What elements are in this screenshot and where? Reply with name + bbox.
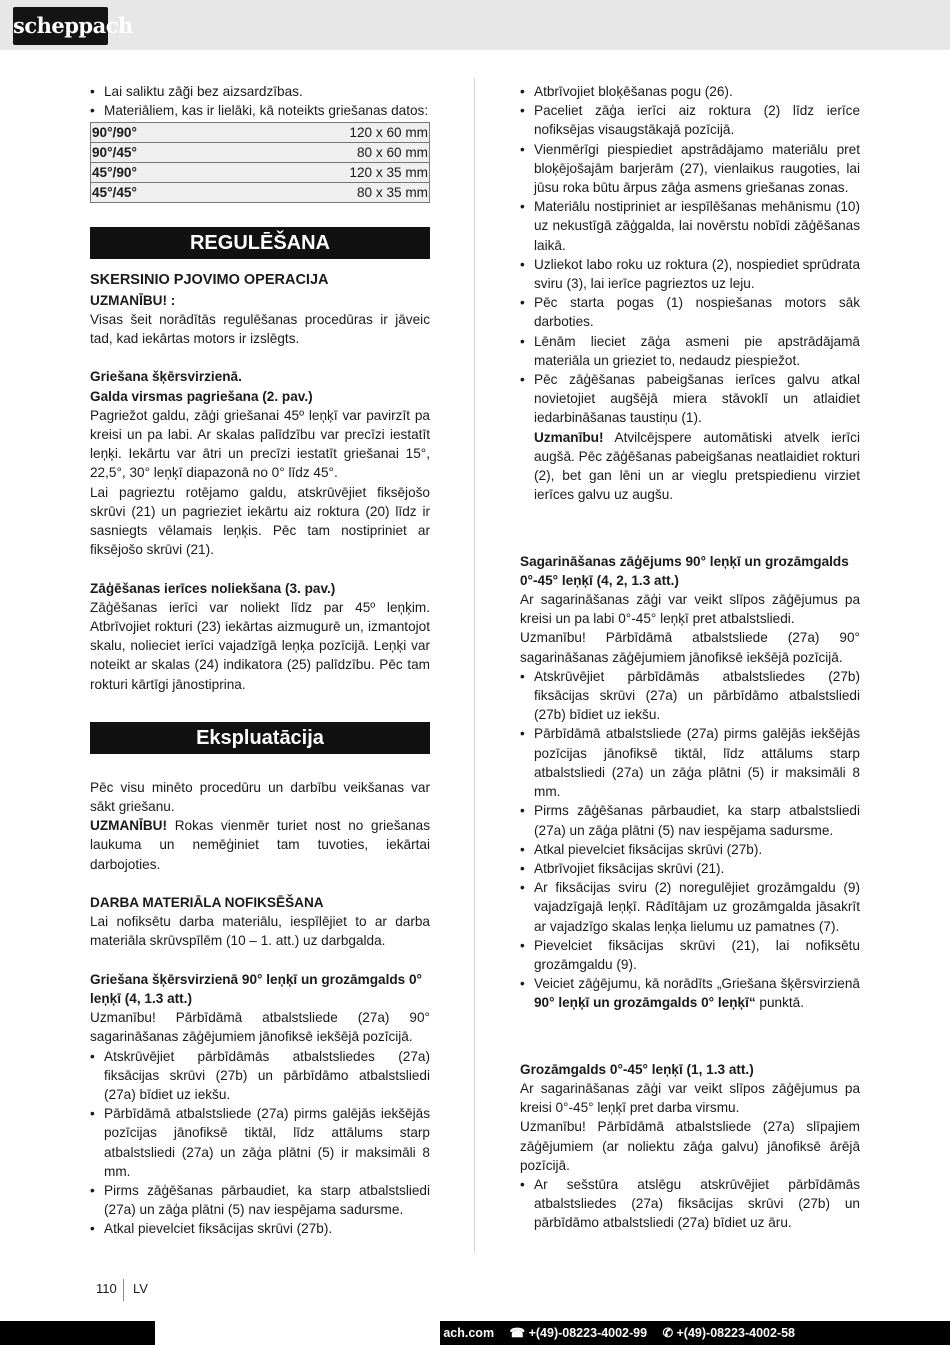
list-item: • Lēnām lieciet zāģa asmeni pie apstrādājamā materiāla un grieziet to, nedaudz piespiežot.: [520, 332, 860, 370]
list-item: • Pārbīdāmā atbalstsliede (27a) pirms galējās iekšējās pozīcijas jānofiksē tiktāl, līdz attālums starp atbalstsliedi (27a) un zāģa plātni (5) ir maksimāli 8 mm.: [520, 724, 860, 801]
list-item: • Ar sešstūra atslēgu atskrūvējiet pārbīdāmās atbalstsliedes (27a) fiksācijas skrūvi (27b) un pārbīdāmo atbalstsliedi (27a) bīdiet uz āru.: [520, 1175, 860, 1233]
table-row: [91, 183, 430, 203]
heading-griesana-90: Griešana šķērsvirzienā 90° leņķī un grozāmgalds 0° leņķī (4, 1.3 att.): [90, 971, 422, 1007]
list-item: • Paceliet zāģa ierīci aiz roktura (2) līdz ierīce nofiksējas visaugstākajā pozīcijā.: [520, 101, 860, 139]
list-item: • Atskrūvējiet pārbīdāmās atbalstsliedes (27a) fiksācijas skrūvi (27b) un pārbīdāmo atbalstsliedi (27a) bīdiet uz iekšu.: [90, 1047, 430, 1105]
size-cell: 120 x 35 mm: [216, 163, 430, 183]
g90-list: [90, 1047, 430, 1239]
list-item: • Atkal pievelciet fiksācijas skrūvi (27b).: [520, 840, 860, 859]
paragraph: Uzmanību! Pārbīdāmā atbalstsliede (27a) 90° sagarināšanas zāģējumiem jānofiksē iekšējā pozīcijā.: [520, 630, 860, 665]
left-column: [90, 82, 430, 1239]
list-item: • Vienmērīgi piespiediet apstrādājamo materiālu pret bloķējošajām barjerām (27), vienlaikus raugoties, lai jūsu roka būtu ārpus zāģa asmens griešanas zonas.: [520, 140, 860, 198]
list-item: • Lai saliktu zāği bez aizsardzības.: [90, 82, 430, 101]
list-item: • Atbrīvojiet fiksācijas skrūvi (21).: [520, 859, 860, 878]
list-item-text: punktā.: [755, 995, 805, 1011]
list-item: • Pārbīdāmā atbalstsliede (27a) pirms galējās iekšējās pozīcijas jānofiksē tiktāl, līdz attālums starp atbalstsliedi (27a) un zāģa plātni (5) ir maksimāli 8 mm.: [90, 1104, 430, 1181]
warning-label: Uzmanību!: [534, 429, 604, 445]
paragraph: Lai nofiksētu darba materiālu, iespīlējiet to ar darba materiāla skrūvspīlēm (10 – 1. att.) uz darbgalda.: [90, 914, 430, 949]
section-title-regulesana: REGULĒŠANA: [90, 227, 430, 259]
angle-cell: 90°/90°: [91, 123, 216, 143]
list-item: • Pirms zāģēšanas pārbaudiet, ka starp atbalstsliedi (27a) un zāģa plātni (5) nav iespējama sadursme.: [90, 1181, 430, 1219]
warning-label: UZMANĪBU!: [90, 818, 168, 834]
page-number: 110: [96, 1281, 117, 1296]
heading-noliek: Zāģēšanas ierīces noliekšana (3. pav.): [90, 580, 336, 596]
table-row: [91, 143, 430, 163]
website-text: ach.com: [443, 1326, 495, 1340]
list-item: • Atbrīvojiet bloķēšanas pogu (26).: [520, 82, 860, 101]
size-cell: 80 x 35 mm: [216, 183, 430, 203]
paragraph: Uzmanību! Pārbīdāmā atbalstsliede (27a) 90° sagarināšanas zāģējumiem jānofiksē iekšējā pozīcijā.: [90, 1010, 430, 1045]
list-item: • Pirms zāģēšanas pārbaudiet, ka starp atbalstsliedi (27a) un zāģa plātni (5) nav iespējama sadursme.: [520, 801, 860, 839]
list-item: • Uzliekot labo roku uz roktura (2), nospiediet sprūdrata sviru (3), lai ierīce pagrieztos uz leju.: [520, 255, 860, 293]
right-column: [520, 82, 860, 1233]
paragraph: Pagriežot galdu, zāģi griešanai 45º leņķī var pavirzīt pa kreisi un pa labi. Ar skalas palīdzību var precīzi iestatīt leņķi. Iekārtu var ātri un precīzi iestatīt griešanai 15°, 22,5°, 30° leņķī diapazonā no 0° līdz 45°.: [90, 407, 430, 481]
table-row: [91, 163, 430, 183]
paragraph: Zāģēšanas ierīci var noliekt līdz par 45º leņķim. Atbrīvojiet rokturi (23) iekārtas aizmugurē un, izmantojot skalu, nolieciet ierīci vajadzīgā leņķa pozīcijā. Leņķi var noteikt ar skalas (24) indikatora (25) palīdzību. Pēc tam rokturi kārtīgi jānostiprina.: [90, 599, 430, 692]
operation-list: [520, 82, 860, 428]
paragraph: Uzmanību! Pārbīdāmā atbalstsliede (27a) slīpajiem zāģējumiem (ar noliektu zāģa galvu) jānofiksē ārējā pozīcijā.: [520, 1119, 860, 1173]
table-row: [91, 123, 430, 143]
list-item: • Pēc starta pogas (1) nospiešanas motors sāk darboties.: [520, 293, 860, 331]
scheppach-logo: scheppach: [13, 7, 108, 45]
paragraph: Pēc visu minēto procedūru un darbību veikšanas var sākt griešanu.: [90, 779, 430, 815]
warning-paragraph: [90, 816, 430, 874]
warning-paragraph: [520, 428, 860, 505]
warning-label: UZMANĪBU! :: [90, 292, 176, 308]
size-cell: 120 x 60 mm: [216, 123, 430, 143]
heading-skersinio: SKERSINIO PJOVIMO OPERACIJA: [90, 272, 329, 289]
warning-text: Visas šeit norādītās regulēšanas procedūras ir jāveic tad, kad iekārtas motors ir izslēgts.: [90, 311, 430, 347]
grozamgalds-list: [520, 1175, 860, 1233]
warning-text: Rokas vienmēr turiet nost no griešanas laukuma un nemēģiniet tam tuvoties, iekārtai darbojoties.: [90, 818, 430, 872]
list-item: • Atkal pievelciet fiksācijas skrūvi (27b).: [90, 1219, 430, 1238]
paragraph: Ar sagarināšanas zāģi var veikt slīpos zāģējumus pa kreisi un pa labi 0°-45° leņķī pret atbalstsliedi.: [520, 592, 860, 627]
phone-number: ☎ +(49)-08223-4002-99: [509, 1326, 648, 1340]
fax-number: ✆ +(49)-08223-4002-58: [662, 1326, 795, 1340]
heading-galda: Galda virsmas pagriešana (2. pav.): [90, 388, 313, 404]
list-item: • Atskrūvējiet pārbīdāmās atbalstsliedes (27b) fiksācijas skrūvi (27a) un pārbīdāmo atbalstsliedi (27b) bīdiet uz iekšu.: [520, 667, 860, 725]
angle-cell: 90°/45°: [91, 143, 216, 163]
language-code: LV: [133, 1281, 148, 1296]
paragraph: Lai pagrieztu rotējamo galdu, atskrūvējiet fiksējošo skrūvi (21) un pagrieziet iekārtu aiz roktura (20) līdz ir sasniegts vēlamais leņķis. Pēc tam nostipriniet ar fiksējošo skrūvi (21).: [90, 484, 430, 558]
list-item: [520, 974, 860, 1012]
header-bar: [0, 0, 950, 50]
footer-separator: [123, 1279, 124, 1301]
sagarinasana-list: [520, 667, 860, 1013]
column-divider: [474, 78, 475, 1253]
intro-list: [90, 82, 430, 120]
size-cell: 80 x 60 mm: [216, 143, 430, 163]
heading-griesana: Griešana šķērsvirzienā.: [90, 369, 242, 385]
paragraph: Ar sagarināšanas zāģi var veikt slīpos zāģējumus pa kreisi 0°-45° leņķī pret darba virsmu.: [520, 1080, 860, 1116]
list-item: • Pēc zāģēšanas pabeigšanas ierīces galvu atkal novietojiet augšējā miera stāvoklī un atlaidiet iedarbināšanas taustiņu (1).: [520, 370, 860, 428]
angle-cell: 45°/45°: [91, 183, 216, 203]
contact-bar-gap: [155, 1321, 440, 1345]
list-item: • Materiāliem, kas ir lielāki, kā noteikts griešanas datos:: [90, 101, 430, 120]
contact-info: [431, 1321, 795, 1345]
list-item-bold: 90° leņķī un grozāmgalds 0° leņķī“: [534, 995, 756, 1011]
list-item: • Pievelciet fiksācijas skrūvi (21), lai nofiksētu grozāmgaldu (9).: [520, 936, 860, 974]
warning-text: Atvilcējspere automātiski atvelk ierīci augšā. Pēc zāģēšanas pabeigšanas neatlaidiet rokturi (2), bet gan lēni un ar vieglu pretspiedienu virziet ierīces galvu uz augšu.: [534, 429, 860, 503]
heading-darba: DARBA MATERIĀLA NOFIKSĒŠANA: [90, 895, 324, 911]
section-title-ekspluatacija: Ekspluatācija: [90, 722, 430, 754]
list-item: • Materiālu nostipriniet ar iespīlēšanas mehānismu (10) uz nekustīgā zāģgalda, lai novērstu nobīdi zāģēšanas laikā.: [520, 197, 860, 255]
heading-sagarinasana: Sagarināšanas zāģējums 90° leņķī un grozāmgalds 0°-45° leņķī (4, 2, 1.3 att.): [520, 553, 849, 588]
list-item: • Ar fiksācijas sviru (2) noregulējiet grozāmgaldu (9) vajadzīgajā leņķī. Rādītājam uz grozāmgalda jāsakrīt ar vajadzīgo skalas leņķa lielumu uz pamatnes (7).: [520, 878, 860, 936]
heading-grozamgalds: Grozāmgalds 0°-45° leņķī (1, 1.3 att.): [520, 1061, 754, 1077]
list-item-text: Veiciet zāģējumu, kā norādīts „Griešana šķērsvirzienā: [534, 976, 860, 992]
cutting-data-table: [90, 122, 430, 203]
angle-cell: 45°/90°: [91, 163, 216, 183]
